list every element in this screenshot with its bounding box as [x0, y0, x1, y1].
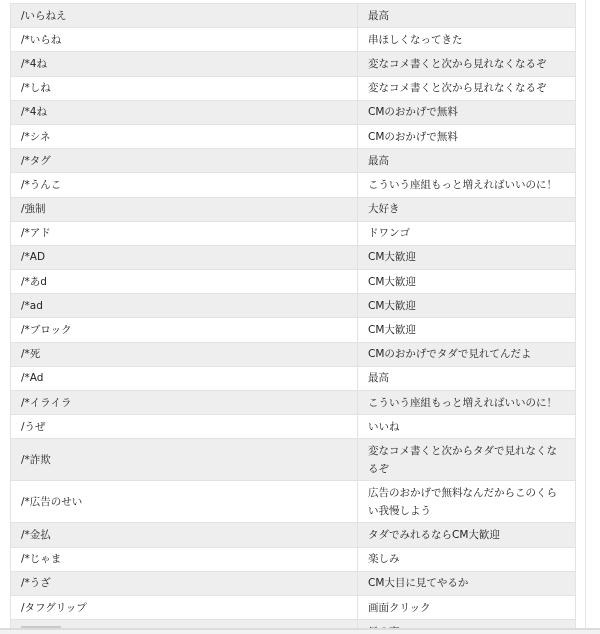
table-row: [11, 28, 576, 52]
comment-cell: 広告のおかげで無料なんだからこのくらい我慢しよう: [358, 481, 576, 523]
comment-cell: CMのおかげで無料: [358, 100, 576, 124]
comment-cell: 画面クリック: [358, 595, 576, 619]
comment-cell: 楽しみ: [358, 547, 576, 571]
comment-cell: CM大歓迎: [358, 245, 576, 269]
bottom-divider: [0, 628, 600, 634]
table-body: [11, 4, 576, 634]
comment-cell: CM大目に見てやるか: [358, 571, 576, 595]
keyword-cell: /*死: [11, 342, 358, 366]
keyword-cell: /*いらね: [11, 28, 358, 52]
table-row: [11, 197, 576, 221]
table-row: [11, 481, 576, 523]
table-row: [11, 245, 576, 269]
table-row: [11, 366, 576, 390]
table-row: [11, 318, 576, 342]
keyword-cell: /*金払: [11, 523, 358, 547]
keyword-cell: /*Ad: [11, 366, 358, 390]
comment-cell: CMのおかげで無料: [358, 124, 576, 148]
table-row: [11, 439, 576, 481]
comment-cell: 最高: [358, 366, 576, 390]
keyword-cell: /*じゃま: [11, 547, 358, 571]
keyword-cell: /*イライラ: [11, 391, 358, 415]
keyword-comment-table: [10, 3, 576, 634]
table-row: [11, 173, 576, 197]
comment-cell: こういう座組もっと増えればいいのに！: [358, 173, 576, 197]
keyword-cell: /*シネ: [11, 124, 358, 148]
keyword-cell: /*4ね: [11, 52, 358, 76]
comment-cell: CM大歓迎: [358, 318, 576, 342]
table-row: [11, 595, 576, 619]
keyword-cell: /*広告のせい: [11, 481, 358, 523]
table-row: [11, 523, 576, 547]
keyword-cell: /タフグリップ: [11, 595, 358, 619]
comment-cell: 最高: [358, 149, 576, 173]
keyword-cell: /*あd: [11, 270, 358, 294]
comment-cell: 変なコメ書くと次からタダで見れなくなるぞ: [358, 439, 576, 481]
table-row: [11, 52, 576, 76]
keyword-cell: /*しね: [11, 76, 358, 100]
keyword-cell: /*4ね: [11, 100, 358, 124]
table-row: [11, 4, 576, 28]
keyword-cell: /*アド: [11, 221, 358, 245]
comment-cell: 変なコメ書くと次から見れなくなるぞ: [358, 52, 576, 76]
keyword-cell: /*ad: [11, 294, 358, 318]
table-row: [11, 294, 576, 318]
comment-cell: いいね: [358, 415, 576, 439]
table-row: [11, 76, 576, 100]
keyword-cell: /うぜ: [11, 415, 358, 439]
keyword-cell: /*うんこ: [11, 173, 358, 197]
table-row: [11, 149, 576, 173]
keyword-cell: /いらねえ: [11, 4, 358, 28]
comment-cell: CM大歓迎: [358, 270, 576, 294]
table-row: [11, 547, 576, 571]
table-row: [11, 415, 576, 439]
keyword-cell: /強制: [11, 197, 358, 221]
table-row: [11, 342, 576, 366]
table-row: [11, 100, 576, 124]
table-row: [11, 221, 576, 245]
table-row: [11, 124, 576, 148]
comment-cell: ドワンゴ: [358, 221, 576, 245]
table-row: [11, 270, 576, 294]
comment-cell: CMのおかげでタダで見れてんだよ: [358, 342, 576, 366]
comment-cell: 串ほしくなってきた: [358, 28, 576, 52]
table-row: [11, 391, 576, 415]
comment-cell: 最高: [358, 4, 576, 28]
keyword-cell: /*うざ: [11, 571, 358, 595]
keyword-cell: /*AD: [11, 245, 358, 269]
keyword-cell: /*タグ: [11, 149, 358, 173]
comment-cell: 変なコメ書くと次から見れなくなるぞ: [358, 76, 576, 100]
comment-cell: こういう座組もっと増えればいいのに！: [358, 391, 576, 415]
comment-cell: タダでみれるならCM大歓迎: [358, 523, 576, 547]
comment-cell: 大好き: [358, 197, 576, 221]
keyword-cell: /*ブロック: [11, 318, 358, 342]
comment-cell: CM大歓迎: [358, 294, 576, 318]
table-row: [11, 571, 576, 595]
keyword-cell: /*詐欺: [11, 439, 358, 481]
